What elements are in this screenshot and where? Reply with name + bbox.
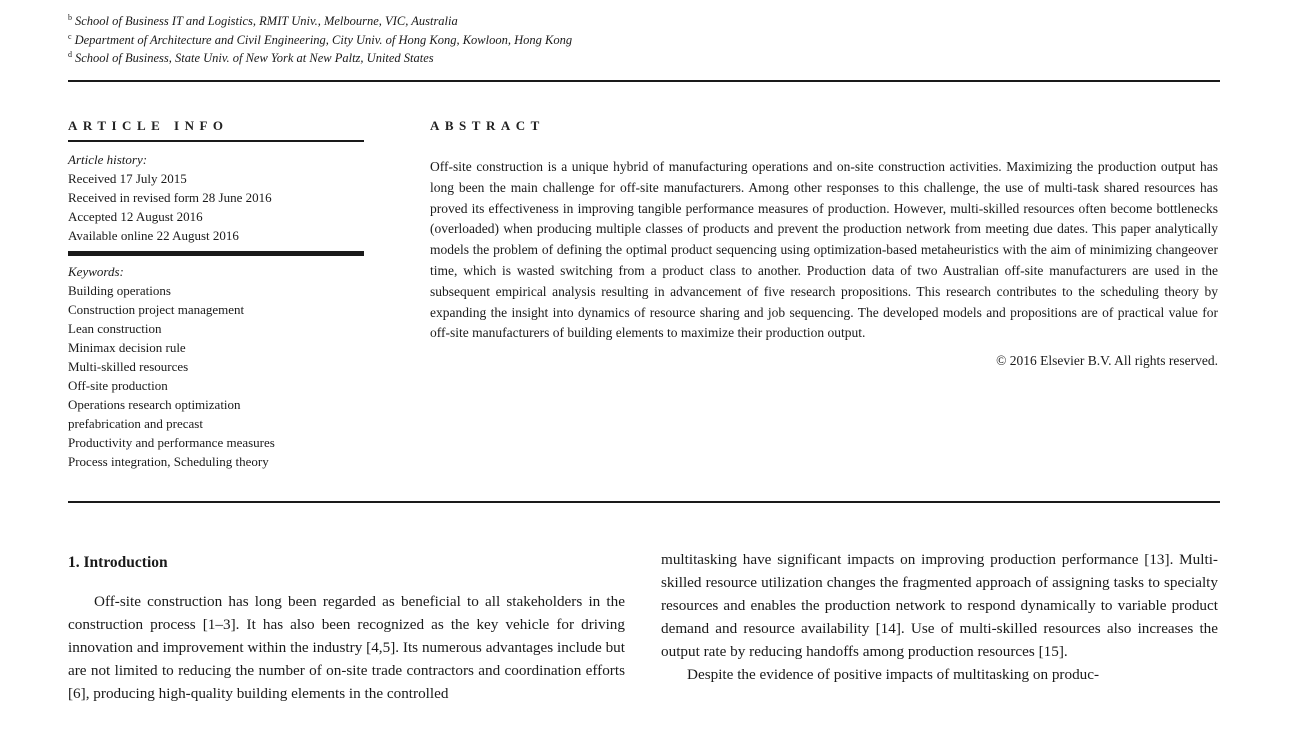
keyword-item: Off-site production (68, 378, 168, 393)
keyword-item: Minimax decision rule (68, 340, 186, 355)
intro-paragraph: Off-site construction has long been regarded as beneficial to all stakeholders in the construction process [1–3]. It has also been recognized as the key vehicle for driving innovation and improvement within the industry [4,5]. Its numerous advantages include but are not limited to reducing the number of on-site trade contractors and coordination efforts [6], producing high-quality building elements in the controlled (68, 593, 625, 702)
keyword-item: Building operations (68, 283, 171, 298)
affiliation-mark: d (68, 50, 72, 59)
article-info-label: ARTICLE INFO (68, 118, 229, 133)
history-received: Received 17 July 2015 (68, 171, 187, 186)
history-online: Available online 22 August 2016 (68, 228, 239, 243)
header-divider (68, 80, 1220, 82)
affiliation-mark: c (68, 32, 72, 41)
abstract-text: Off-site construction is a unique hybrid of manufacturing operations and on-site construction activities. Maximizing the production output has long been the main challenge for off-site manufacturers. Among other responses to this challenge, the use of multi-task shared resources has proved its effectiveness in improving tangible performance measures of production. However, multi-skilled resources often become bottlenecks (overloaded) when producing multiple classes of products and prevent the production network from meeting due dates. This paper analytically models the problem of defining the optimal product sequencing using optimization-based metaheuristics with the aim of minimizing changeover time, which is wasted switching from a product class to another. Production data of two Australian off-site manufacturers are used in the subsequent empirical analysis resulting in advancement of five research propositions. This research contributes to the scheduling theory by expanding the insight into dynamics of resource sharing and job sequencing. The developed models and propositions are of practical value for off-site manufacturers of building elements to maximize their production output. (430, 159, 1218, 341)
affiliation-text: School of Business, State Univ. of New York at New Paltz, United States (75, 51, 434, 66)
article-info (68, 140, 364, 471)
history-accepted: Accepted 12 August 2016 (68, 209, 203, 224)
keyword-item: Operations research optimization (68, 397, 241, 412)
article-info-top-rule (68, 140, 364, 142)
copyright: © 2016 Elsevier B.V. All rights reserved. (996, 353, 1218, 369)
keyword-item: Multi-skilled resources (68, 359, 189, 374)
history-heading: Article history: (68, 152, 148, 167)
body-divider (68, 501, 1220, 503)
keyword-item: prefabrication and precast (68, 416, 203, 431)
keywords-heading: Keywords: (68, 264, 124, 279)
keyword-item: Process integration, Scheduling theory (68, 454, 269, 469)
affiliation-text: Department of Architecture and Civil Engineering, City Univ. of Hong Kong, Kowloon, Hong Kong (74, 33, 573, 48)
affiliation-d (68, 46, 434, 67)
keyword-item: Productivity and performance measures (68, 435, 275, 450)
abstract (430, 157, 1218, 372)
keyword-item: Construction project management (68, 302, 245, 317)
abstract-label: ABSTRACT (430, 118, 545, 133)
affiliation-text: School of Business IT and Logistics, RMIT Univ., Melbourne, VIC, Australia (75, 14, 458, 29)
section-heading: 1. Introduction (68, 554, 168, 571)
history-revised: Received in revised form 28 June 2016 (68, 190, 272, 205)
affiliation-b (68, 9, 458, 30)
keyword-item: Lean construction (68, 321, 162, 336)
body-right-column (661, 548, 1218, 686)
affiliation-mark: b (68, 13, 72, 22)
next-paragraph: Despite the evidence of positive impacts of multitasking on produc- (687, 666, 1100, 683)
continued-paragraph: multitasking have significant impacts on improving production performance [13]. Multi-skilled resource utilization changes the fragmented approach of assigning tasks to specialty resources and enables the production network to respond dynamically to variable product demand and resource availability [14]. Use of multi-skilled resources also increases the output rate by reducing handoffs among production resources [15]. (661, 551, 1218, 660)
body-left-column (68, 548, 625, 705)
keywords-rule (68, 251, 364, 256)
